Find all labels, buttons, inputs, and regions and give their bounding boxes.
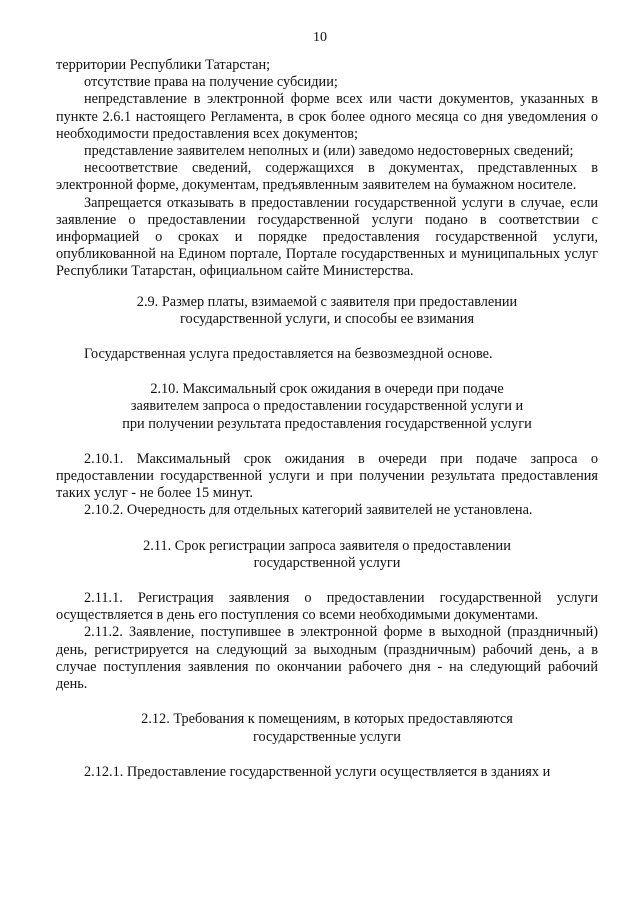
paragraph: представление заявителем неполных и (или) заведомо недостоверных сведений; <box>84 143 574 160</box>
document-body <box>56 57 598 781</box>
paragraph: 2.11.1. Регистрация заявления о предоставлении государственной услуги осуществляется в день его поступления со всеми необходимыми документами. <box>56 590 598 624</box>
section-heading-2-12: 2.12. Требования к помещениям, в которых предоставляются государственные услуги <box>141 711 513 745</box>
paragraph: Запрещается отказывать в предоставлении государственной услуги в случае, если заявление о предоставлении государственной услуги подано в соответствии с информацией о сроках и порядке предоставления государственной услуги, опубликованной на Едином портале, Портале государственных и муниципальных услуг Республики Татарстан, официальном сайте Министерства. <box>56 194 598 280</box>
paragraph: 2.11.2. Заявление, поступившее в электронной форме в выходной (праздничный) день, регистрируется на следующий за выходным (праздничным) рабочий день, а в случае поступления заявления по окончании рабочего дня - на следующий рабочий день. <box>56 624 598 693</box>
paragraph: 2.10.1. Максимальный срок ожидания в очереди при подаче запроса о предоставлении государственной услуги и при получении результата предоставления таких услуг - не более 15 минут. <box>56 450 598 502</box>
paragraph: 2.10.2. Очередность для отдельных категорий заявителей не установлена. <box>84 502 533 519</box>
section-heading-2-11: 2.11. Срок регистрации запроса заявителя о предоставлении государственной услуги <box>143 537 511 571</box>
section-heading-2-10: 2.10. Максимальный срок ожидания в очереди при подаче заявителем запроса о предоставлении государственной услуги и при получении результата предоставления государственной услуги <box>122 381 532 432</box>
paragraph: несоответствие сведений, содержащихся в документах, представленных в электронной форме, документам, предъявленным заявителем на бумажном носителе. <box>56 160 598 194</box>
paragraph: Государственная услуга предоставляется на безвозмездной основе. <box>84 346 493 363</box>
paragraph: территории Республики Татарстан; <box>56 57 271 73</box>
paragraph: непредставление в электронной форме всех или части документов, указанных в пункте 2.6.1 настоящего Регламента, в срок более одного месяца со дня уведомления о необходимости предоставления всех документов; <box>56 91 598 142</box>
section-heading-2-9: 2.9. Размер платы, взимаемой с заявителя при предоставлении государственной услуги, и способы ее взимания <box>136 293 518 327</box>
paragraph: отсутствие права на получение субсидии; <box>84 74 338 91</box>
paragraph: 2.12.1. Предоставление государственной услуги осуществляется в зданиях и <box>84 763 551 780</box>
page-number: 10 <box>313 30 327 45</box>
